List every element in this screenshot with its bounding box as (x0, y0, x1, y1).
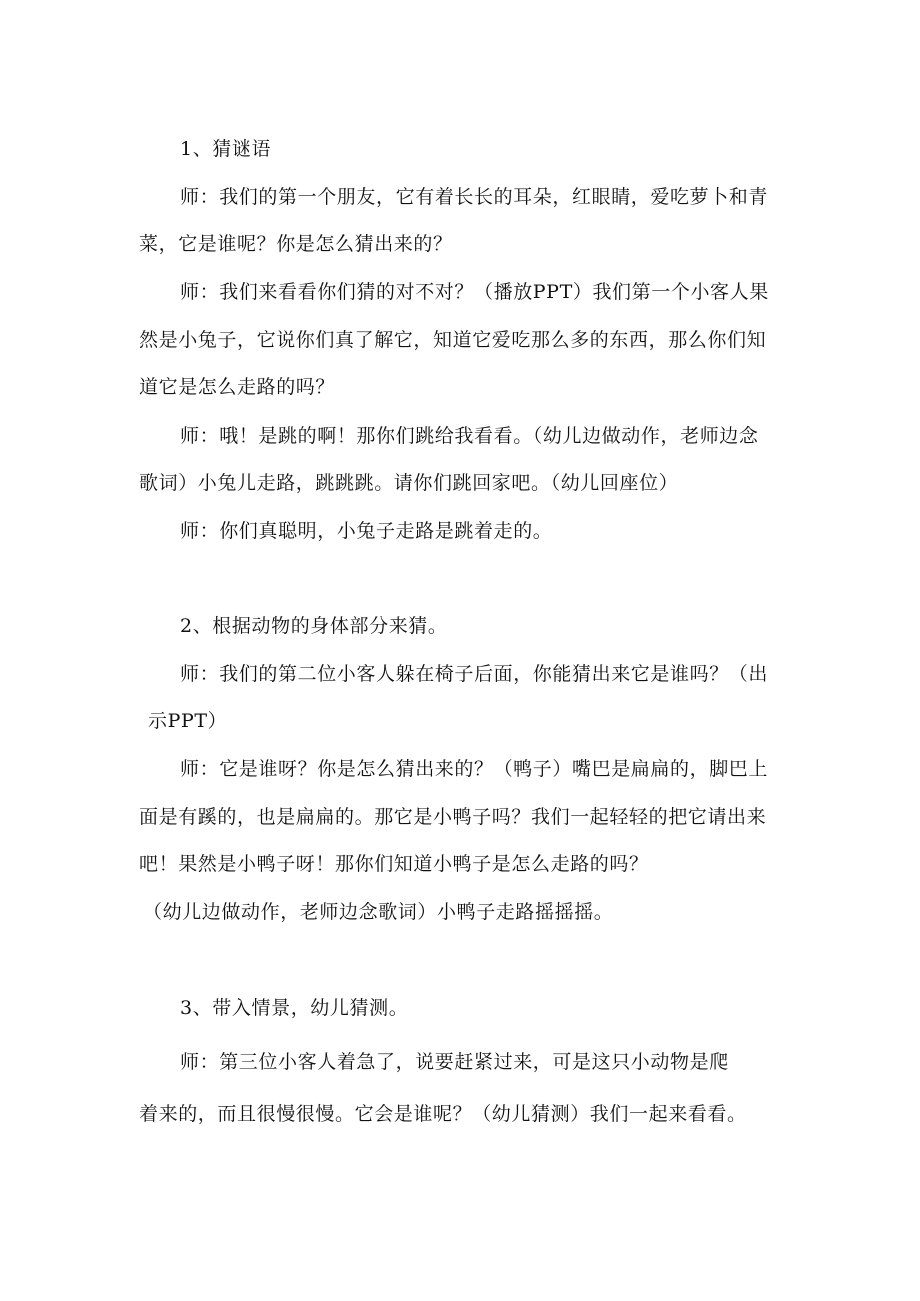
section2-heading: 2、根据动物的身体部分来猜。 (180, 615, 448, 637)
section1-para1-line1: 师：我们的第一个朋友，它有着长长的耳朵，红眼睛，爱吃萝卜和青 (180, 186, 769, 208)
section2-para1-line2: 示PPT） (148, 710, 228, 732)
section1-para3-line2: 歌词）小兔儿走路，跳跳跳。请你们跳回家吧。（幼儿回座位） (139, 472, 679, 494)
section1-para1-line2: 菜，它是谁呢？你是怎么猜出来的？ (139, 233, 453, 255)
section2-para3: （幼儿边做动作，老师边念歌词）小鸭子走路摇摇摇。 (143, 901, 614, 923)
section1-para3-line1: 师：哦！是跳的啊！那你们跳给我看看。（幼儿边做动作，老师边念 (180, 425, 759, 447)
section2-para2-line2: 面是有蹊的，也是扁扁的。那它是小鸭子吗？我们一起轻轻的把它请出来 (139, 806, 767, 828)
section1-para2-line2: 然是小兔子，它说你们真了解它，知道它爱吃那么多的东西，那么你们知 (139, 329, 767, 351)
section3-heading: 3、带入情景，幼儿猜测。 (180, 997, 409, 1019)
section1-heading: 1、猜谜语 (180, 138, 272, 160)
section3-para1-line1: 师：第三位小客人着急了，说要赶紧过来，可是这只小动物是爬 (180, 1051, 729, 1073)
section2-para1-line1: 师：我们的第二位小客人躲在椅子后面，你能猜出来它是谁吗？（出 (180, 663, 769, 685)
section2-para2-line3: 吧！果然是小鸭子呀！那你们知道小鸭子是怎么走路的吗？ (139, 853, 649, 875)
section2-para2-line1: 师：它是谁呀？你是怎么猜出来的？（鸭子）嘴巴是扁扁的，脚巴上 (180, 758, 769, 780)
section3-para1-line2: 着来的，而且很慢很慢。它会是谁呢？（幼儿猜测）我们一起来看看。 (139, 1103, 747, 1125)
section1-para2-line1: 师：我们来看看你们猜的对不对？（播放PPT）我们第一个小客人果 (180, 281, 769, 303)
section1-para4: 师：你们真聪明，小兔子走路是跳着走的。 (180, 520, 553, 542)
section1-para2-line3: 道它是怎么走路的吗？ (139, 376, 336, 398)
